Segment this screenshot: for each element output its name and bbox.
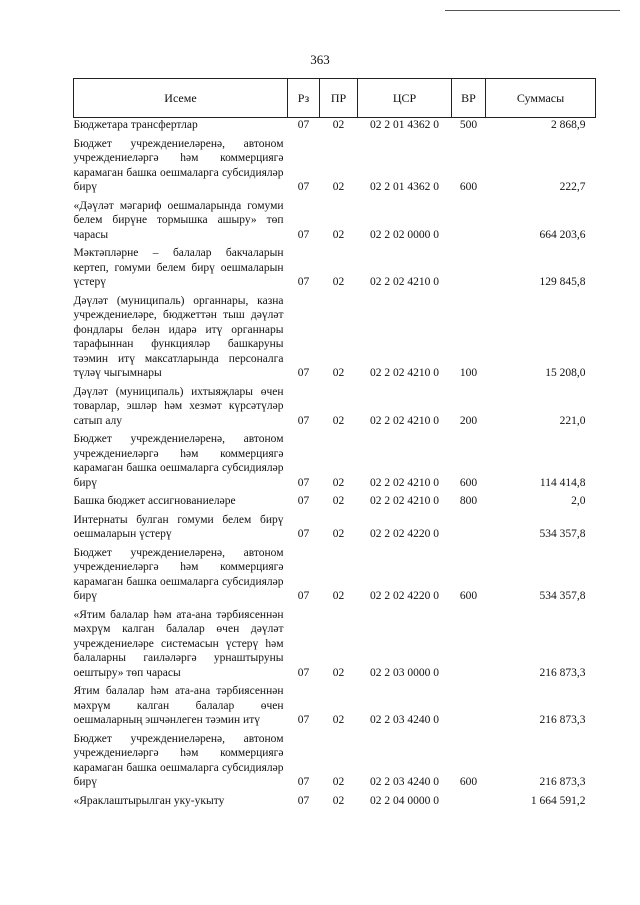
- table-row: [74, 294, 596, 385]
- row-sum: 2 868,9: [551, 119, 586, 131]
- row-csr: 02 2 02 4210 0: [370, 367, 439, 379]
- row-sum: 216 873,3: [539, 776, 586, 788]
- row-pr: 02: [332, 528, 345, 540]
- table-row: [74, 385, 596, 433]
- row-sum: 2,0: [571, 495, 586, 507]
- row-sum: 216 873,3: [539, 714, 586, 726]
- row-vr: [452, 684, 486, 732]
- table-row: [74, 118, 596, 137]
- row-sum: 1 664 591,2: [530, 794, 586, 807]
- table-row: [74, 732, 596, 794]
- row-rz: 07: [297, 476, 310, 489]
- header-name: Исеме: [74, 79, 288, 118]
- row-vr: 600: [459, 590, 478, 602]
- row-name: Башка бюджет ассигнованиеләре: [73, 495, 236, 507]
- header-csr: ЦСР: [358, 79, 452, 118]
- row-pr: 02: [332, 666, 345, 679]
- table-row: [74, 513, 596, 546]
- row-sum: 15 208,0: [545, 367, 586, 379]
- row-csr: 02 2 02 4220 0: [370, 590, 439, 602]
- row-sum: 129 845,8: [539, 276, 586, 288]
- row-pr: 02: [332, 276, 345, 288]
- row-sum: 114 414,8: [539, 476, 586, 489]
- row-csr: 02 2 03 4240 0: [370, 776, 439, 788]
- row-rz: 07: [297, 276, 310, 288]
- row-vr: 600: [459, 476, 478, 489]
- row-rz: 07: [297, 495, 310, 507]
- row-pr: 02: [332, 367, 345, 379]
- row-vr: 600: [459, 776, 478, 788]
- row-name: Бюджет учреждениеләренә, автоном учреждениеләргә һәм коммерциягә карамаган башка оешмаларга субсидияләр бирү: [73, 546, 284, 602]
- row-sum: 221,0: [559, 414, 586, 427]
- header-rz: Рз: [288, 79, 320, 118]
- row-sum: 534 357,8: [539, 528, 586, 540]
- row-csr: 02 2 01 4362 0: [370, 181, 439, 193]
- row-vr: [452, 608, 486, 685]
- row-rz: 07: [297, 228, 310, 241]
- row-sum: 216 873,3: [539, 666, 586, 679]
- header-pr: ПР: [320, 79, 358, 118]
- row-name: Бюджет учреждениеләренә, автоном учреждениеләргә һәм коммерциягә карамаган башка оешмаларга субсидияләр бирү: [73, 137, 284, 193]
- row-name: «Яраклаштырылган уку-укыту: [73, 794, 225, 807]
- table-row: [74, 684, 596, 732]
- row-pr: 02: [332, 590, 345, 602]
- table-row: [74, 494, 596, 513]
- row-rz: 07: [297, 528, 310, 540]
- table-body: [74, 118, 596, 813]
- row-rz: 07: [297, 367, 310, 379]
- row-vr: 200: [459, 414, 478, 427]
- row-pr: 02: [332, 181, 345, 193]
- row-vr: [452, 794, 486, 813]
- table-row: [74, 794, 596, 813]
- row-name: Бюджет учреждениеләренә, автоном учреждениеләргә һәм коммерциягә карамаган башка оешмаларга субсидияләр бирү: [73, 433, 284, 489]
- row-vr: 500: [459, 119, 478, 131]
- row-sum: 534 357,8: [539, 590, 586, 602]
- row-csr: 02 2 02 4220 0: [370, 528, 439, 540]
- table-row: [74, 199, 596, 247]
- table-row: [74, 546, 596, 608]
- row-name: Интернаты булган гомуми белем бирү оешмаларын үстерү: [73, 513, 284, 540]
- row-pr: 02: [332, 414, 345, 427]
- row-rz: 07: [297, 794, 310, 807]
- header-vr: ВР: [452, 79, 486, 118]
- row-csr: 02 2 02 4210 0: [370, 414, 439, 427]
- row-rz: 07: [297, 181, 310, 193]
- row-name: Бюджет учреждениеләренә, автоном учреждениеләргә һәм коммерциягә карамаган башка оешмаларга субсидияләр бирү: [73, 732, 284, 788]
- budget-table: [73, 78, 596, 812]
- row-vr: [452, 513, 486, 546]
- row-vr: 600: [459, 181, 478, 193]
- row-vr: [452, 199, 486, 247]
- table-row: [74, 608, 596, 685]
- row-pr: 02: [332, 476, 345, 489]
- row-name: Дәүләт (муниципаль) органнары, казна учреждениеләре, бюджеттән тыш дәүләт фондлары белән идарә итү органнары тарафыннан функцияләр башкаруны тәэмин итү максатларында персоналга түләү чыгымнары: [73, 294, 284, 379]
- table-row: [74, 432, 596, 494]
- row-csr: 02 2 02 4210 0: [370, 495, 439, 507]
- row-vr: 100: [459, 367, 478, 379]
- row-csr: 02 2 02 4210 0: [370, 276, 439, 288]
- row-name: «Дәүләт мәгариф оешмаларында гомуми белем бирүне тормышка ашыру» төп чарасы: [73, 199, 284, 241]
- row-rz: 07: [297, 590, 310, 602]
- row-pr: 02: [332, 119, 345, 131]
- row-csr: 02 2 03 0000 0: [370, 666, 439, 679]
- row-rz: 07: [297, 666, 310, 679]
- row-pr: 02: [332, 495, 345, 507]
- row-pr: 02: [332, 228, 345, 241]
- row-csr: 02 2 01 4362 0: [370, 119, 439, 131]
- row-pr: 02: [332, 776, 345, 788]
- row-pr: 02: [332, 794, 345, 807]
- page-number: 363: [310, 52, 330, 67]
- row-name: Ятим балалар һәм ата-ана тәрбиясеннән мәхрүм калган балалар өчен оешмаларның эшчәнлеген тәэмин итү: [73, 685, 284, 726]
- row-rz: 07: [297, 414, 310, 427]
- row-sum: 664 203,6: [539, 228, 586, 241]
- row-name: «Ятим балалар һәм ата-ана тәрбиясеннән мәхрүм калган балалар өчен дәүләт учреждениеләре системасын үстерү һәм балаларны гаиләләргә урнаштыруны оештыру» төп чарасы: [73, 608, 284, 679]
- table-row: [74, 137, 596, 199]
- row-vr: 800: [459, 495, 478, 507]
- row-pr: 02: [332, 714, 345, 726]
- table-header-row: [74, 79, 596, 118]
- row-name: Дәүләт (муниципаль) ихтыяҗлары өчен товарлар, эшләр һәм хезмәт күрсәтүләр сатып алу: [73, 385, 284, 427]
- row-vr: [452, 246, 486, 294]
- table-row: [74, 246, 596, 294]
- row-csr: 02 2 03 4240 0: [370, 714, 439, 726]
- row-name: Мәктәпләрне – балалар бакчаларын кертеп, гомуми белем бирү оешмаларын үстерү: [73, 247, 284, 288]
- header-sum: Суммасы: [486, 79, 596, 118]
- row-csr: 02 2 04 0000 0: [370, 794, 439, 807]
- row-rz: 07: [297, 714, 310, 726]
- row-csr: 02 2 02 4210 0: [370, 476, 439, 489]
- header-rule: [445, 10, 620, 11]
- row-sum: 222,7: [559, 181, 586, 193]
- row-rz: 07: [297, 776, 310, 788]
- row-name: Бюджетара трансфертлар: [73, 119, 198, 131]
- row-csr: 02 2 02 0000 0: [370, 228, 439, 241]
- row-rz: 07: [297, 119, 310, 131]
